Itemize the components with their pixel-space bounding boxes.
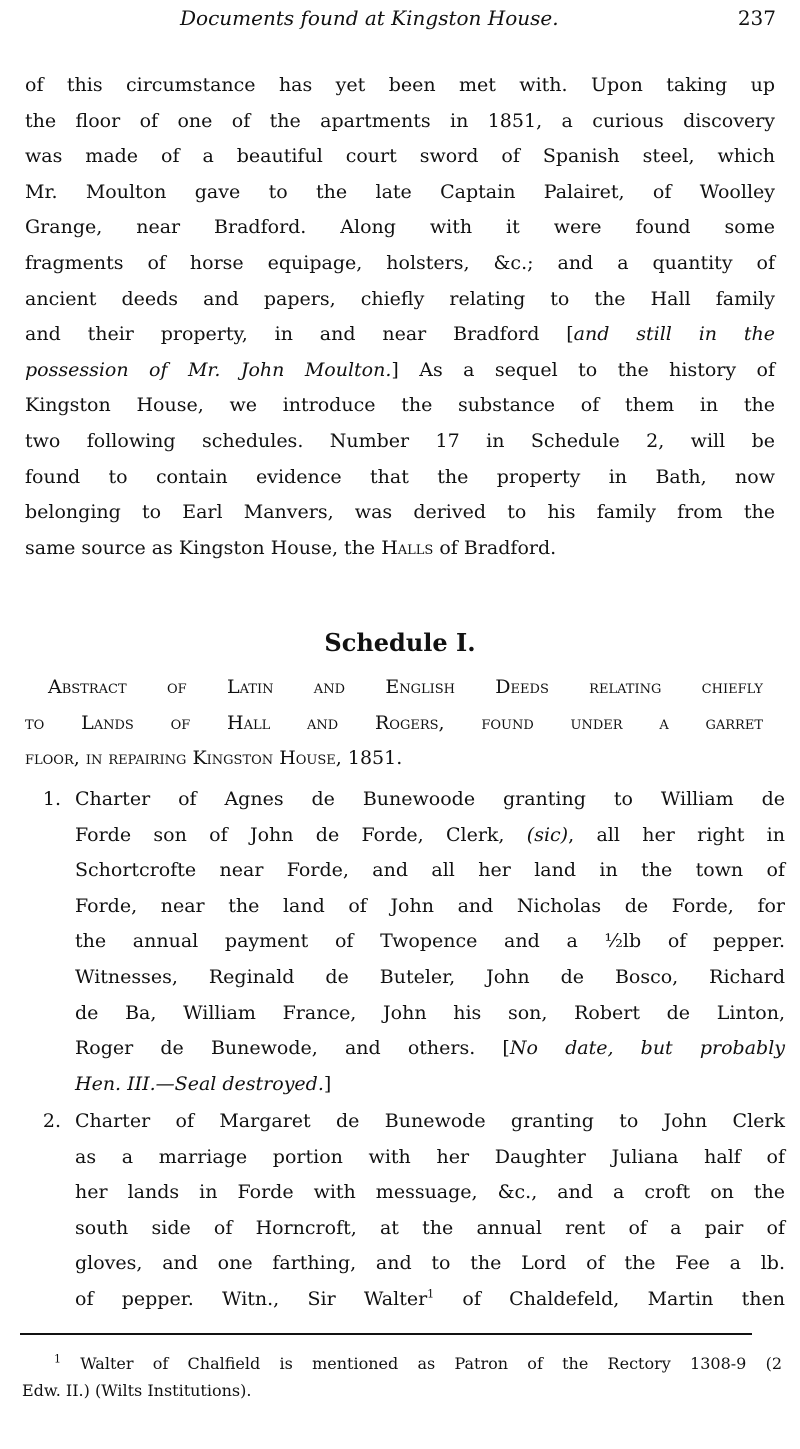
text-line: her lands in Forde with messuage, &c., and a croft on the (75, 1181, 785, 1204)
text-segment: same source as Kingston House, the (25, 536, 382, 559)
text-segment: and their property, in and near Bradford [ (25, 323, 574, 346)
text-line: Witnesses, Reginald de Buteler, John de Bosco, Richard (75, 965, 785, 988)
body-paragraph (25, 68, 775, 566)
text-line (75, 1067, 785, 1103)
text-segment: of Chaldefeld, Martin then (434, 1287, 785, 1310)
text-segment: Walter of Chalfield is mentioned as Patron of the Rectory 1308-9 (2 (61, 1354, 782, 1373)
text-line: de Ba, William France, John his son, Robert de Linton, (75, 1001, 785, 1024)
text-line: gloves, and one farthing, and to the Lord of the Fee a lb. (75, 1252, 785, 1275)
text-line: belonging to Earl Manvers, was derived to his family from the (25, 501, 775, 524)
text-segment: ] As a sequel to the history of (391, 358, 776, 381)
page-number: 237 (737, 6, 776, 30)
text-segment: (sic) (526, 823, 569, 846)
text-line: found to contain evidence that the property in Bath, now (25, 465, 775, 488)
text-line (25, 531, 775, 567)
text-segment: , all her right in (568, 823, 785, 846)
text-segment: of pepper. Witn., Sir Walter (75, 1287, 428, 1310)
text-segment: Hen. III.—Seal destroyed. (75, 1072, 324, 1095)
text-segment: of Bradford. (433, 536, 557, 559)
text-segment: possession of Mr. John Moulton. (25, 358, 392, 381)
text-line: two following schedules. Number 17 in Schedule 2, will be (25, 429, 775, 452)
text-segment: Roger de Bunewode, and others. [ (75, 1037, 510, 1060)
item-number: 1. (42, 788, 61, 810)
text-segment: No date, but probably (509, 1037, 786, 1060)
item-number: 2. (42, 1110, 61, 1132)
text-line: Forde, near the land of John and Nicholas de Forde, for (75, 894, 785, 917)
text-line: ancient deeds and papers, chiefly relating to the Hall family (25, 287, 775, 310)
text-line: Charter of Margaret de Bunewode granting to John Clerk (75, 1110, 785, 1132)
text-line (25, 353, 775, 389)
footnote-marker: 1 (54, 1352, 61, 1366)
text-line: Schortcrofte near Forde, and all her land in the town of (75, 859, 785, 882)
text-line: the annual payment of Twopence and a ½lb of pepper. (75, 930, 785, 953)
footnote-divider (20, 1333, 752, 1335)
text-line (75, 818, 785, 854)
text-line: Charter of Agnes de Bunewoode granting to William de (75, 788, 785, 810)
text-line: to Lands of Hall and Rogers, found under a garret (25, 711, 763, 734)
text-line: of this circumstance has yet been met with. Upon taking up (25, 74, 775, 96)
text-line: the floor of one of the apartments in 1851, a curious discovery (25, 109, 775, 132)
text-line: Edw. II.) (Wilts Institutions). (22, 1381, 252, 1400)
running-title: Documents found at Kingston House. (180, 6, 559, 30)
page-header (0, 0, 800, 40)
item-text (75, 782, 785, 1102)
text-line (75, 1282, 785, 1318)
text-line (22, 1350, 782, 1377)
text-line: Abstract of Latin and English Deeds relating chiefly (48, 676, 763, 698)
text-line: Mr. Moulton gave to the late Captain Palairet, of Woolley (25, 180, 775, 203)
footnote-marker: 1 (427, 1287, 435, 1301)
text-line: floor, in repairing Kingston House, 1851. (25, 747, 403, 770)
text-segment: and still in the (573, 323, 775, 346)
text-line: south side of Horncroft, at the annual rent of a pair of (75, 1216, 785, 1239)
text-segment: Halls (381, 536, 434, 559)
footnote (22, 1350, 782, 1404)
text-line (25, 317, 775, 353)
schedule-abstract (25, 670, 763, 777)
text-line: fragments of horse equipage, holsters, &c.; and a quantity of (25, 251, 775, 274)
text-line: Kingston House, we introduce the substance of them in the (25, 394, 775, 417)
text-segment: Forde son of John de Forde, Clerk, (75, 823, 527, 846)
text-line: as a marriage portion with her Daughter Juliana half of (75, 1145, 785, 1168)
text-line (75, 1031, 785, 1067)
text-line: Grange, near Bradford. Along with it were found some (25, 216, 775, 239)
text-line: was made of a beautiful court sword of Spanish steel, which (25, 145, 775, 168)
text-segment: ] (323, 1072, 332, 1095)
item-text (75, 1104, 785, 1318)
schedule-title: Schedule I. (324, 628, 476, 657)
